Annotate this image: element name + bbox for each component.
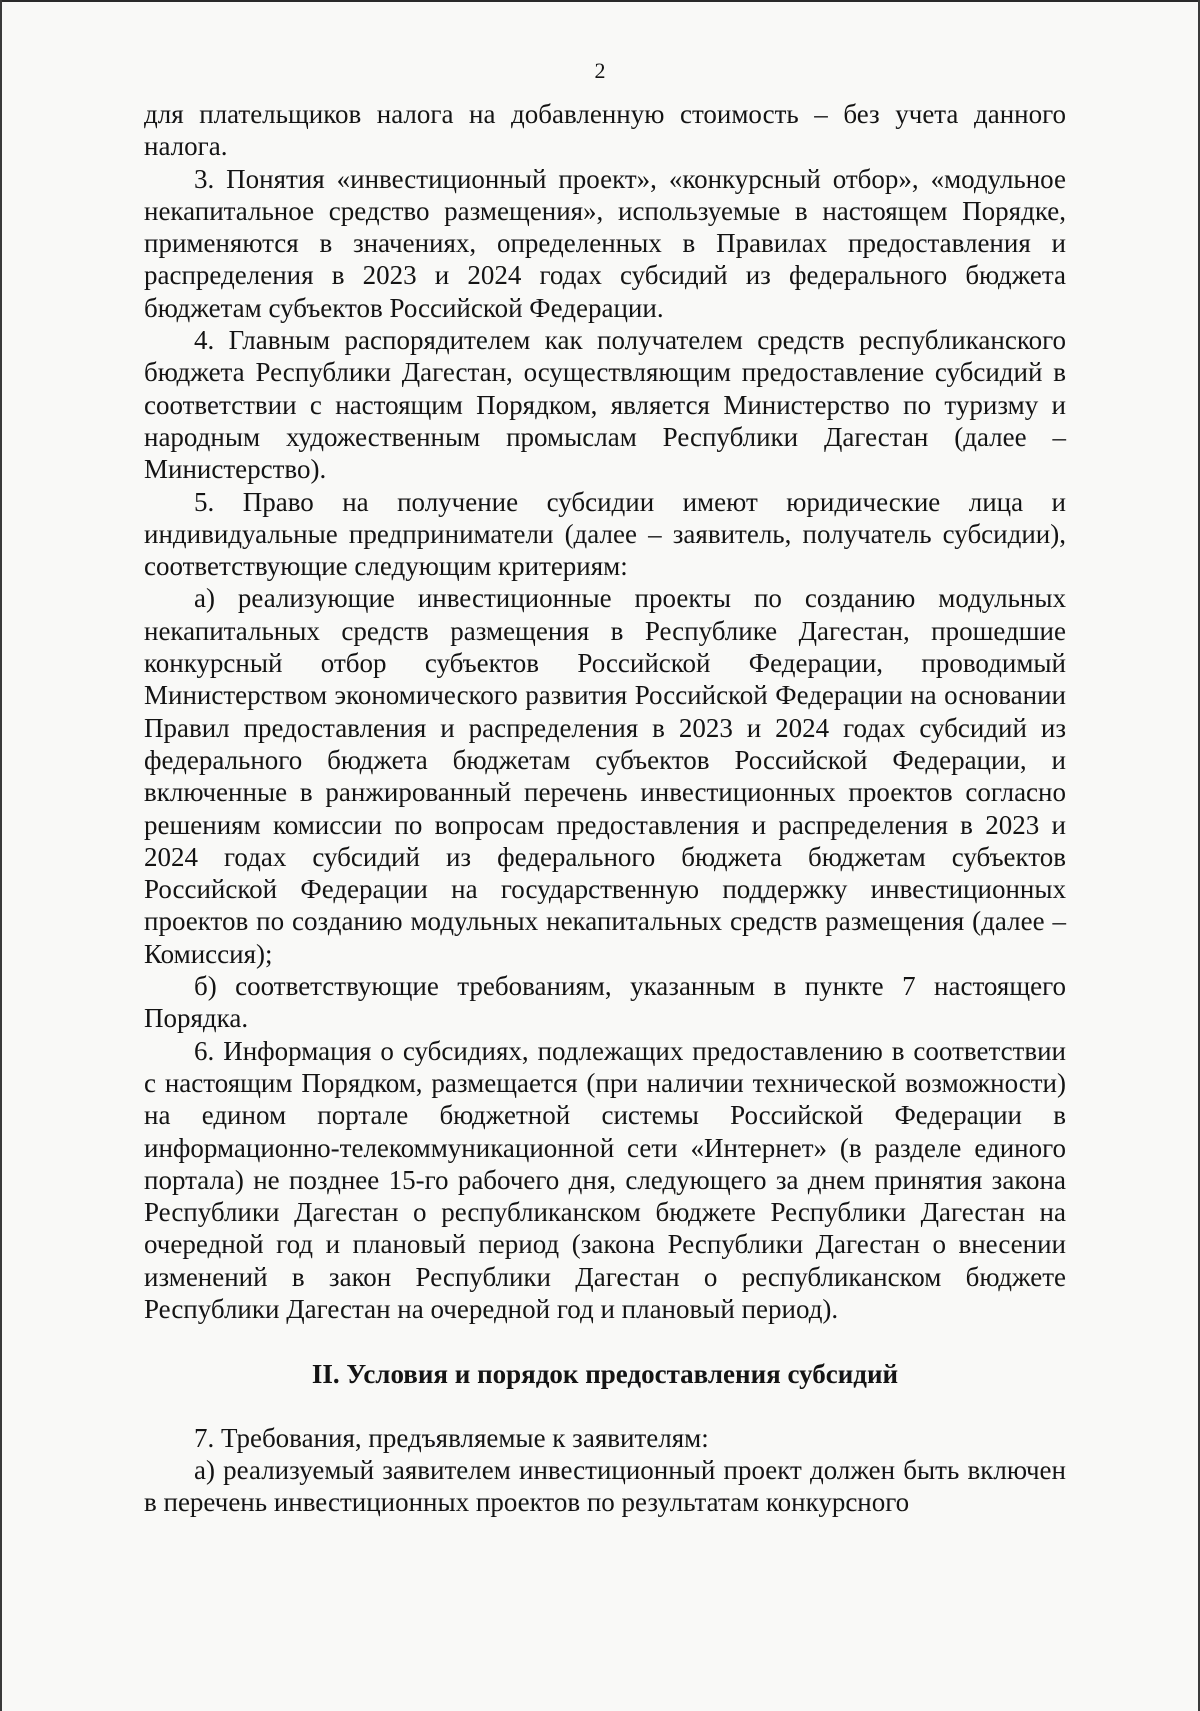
- paragraph-5b: б) соответствующие требованиям, указанным в пункте 7 настоящего Порядка.: [144, 971, 1066, 1034]
- paragraph-4: 4. Главным распорядителем как получателем средств республиканского бюджета Республики Дагестан, осуществляющим предоставление субсидий в соответствии с настоящим Порядком, является Министерство по туризму и народным художественным промыслам Республики Дагестан (далее – Министерство).: [144, 325, 1066, 485]
- page-number: 2: [594, 58, 606, 83]
- paragraph-continuation: для плательщиков налога на добавленную стоимость – без учета данного налога.: [144, 99, 1066, 162]
- paragraph-6: 6. Информация о субсидиях, подлежащих предоставлению в соответствии с настоящим Порядком, размещается (при наличии технической возможности) на едином портале бюджетной системы Российской Федерации в информационно-телекоммуникационной сети «Интернет» (в разделе единого портала) не позднее 15-го рабочего дня, следующего за днем принятия закона Республики Дагестан о республиканском бюджете Республики Дагестан на очередной год и плановый период (закона Республики Дагестан о внесении изменений в закон Республики Дагестан о республиканском бюджете Республики Дагестан на очередной год и плановый период).: [144, 1035, 1066, 1324]
- paragraph-7a: а) реализуемый заявителем инвестиционный проект должен быть включен в перечень инвестиционных проектов по результатам конкурсного: [144, 1454, 1066, 1518]
- section-heading: II. Условия и порядок предоставления субсидий: [311, 1359, 899, 1390]
- paragraph-5: 5. Право на получение субсидии имеют юридические лица и индивидуальные предприниматели (далее – заявитель, получатель субсидии), соответствующие следующим критериям:: [144, 486, 1066, 582]
- document-body: [144, 98, 1066, 1518]
- scan-edge-top: [0, 0, 1200, 2]
- scan-edge-left: [0, 0, 2, 1711]
- paragraph-7: 7. Требования, предъявляемые к заявителям:: [194, 1422, 709, 1453]
- paragraph-5a: а) реализующие инвестиционные проекты по созданию модульных некапитальных средств размещения в Республике Дагестан, прошедшие конкурсный отбор субъектов Российской Федерации, проводимый Министерством экономического развития Российской Федерации на основании Правил предоставления и распределения в 2023 и 2024 годах субсидий из федерального бюджета бюджетам субъектов Российской Федерации, и включенные в ранжированный перечень инвестиционных проектов согласно решениям комиссии по вопросам предоставления и распределения в 2023 и 2024 годах субсидий из федерального бюджета бюджетам субъектов Российской Федерации на государственную поддержку инвестиционных проектов по созданию модульных некапитальных средств размещения (далее – Комиссия);: [144, 583, 1066, 969]
- paragraph-3: 3. Понятия «инвестиционный проект», «конкурсный отбор», «модульное некапитальное средство размещения», используемые в настоящем Порядке, применяются в значениях, определенных в Правилах предоставления и распределения в 2023 и 2024 годах субсидий из федерального бюджета бюджетам субъектов Российской Федерации.: [144, 163, 1066, 323]
